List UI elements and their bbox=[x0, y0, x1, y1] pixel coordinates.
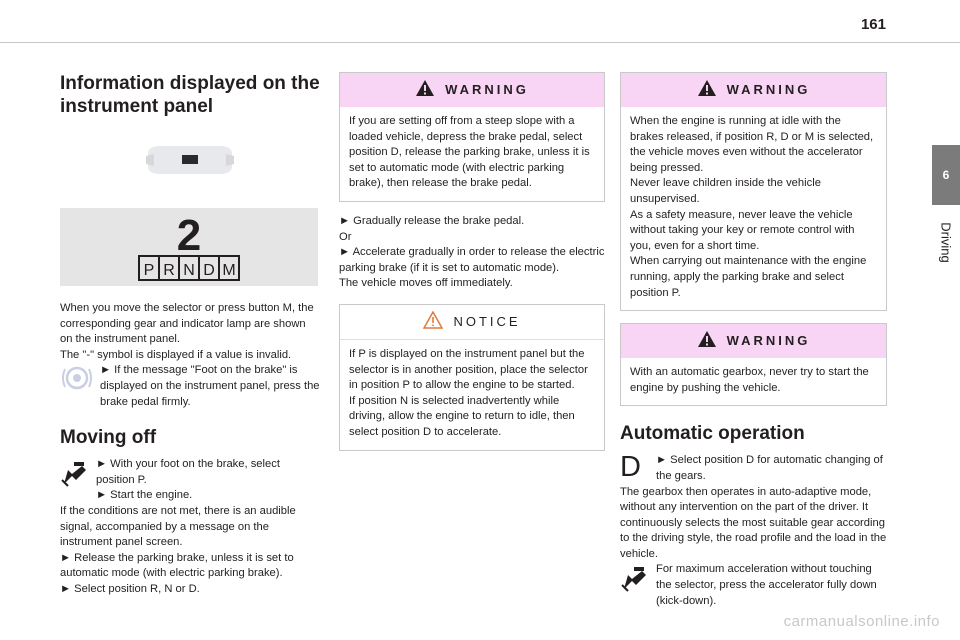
step-release-brake: ► Release the parking brake, unless it is set to automatic mode (with electric parking brake). bbox=[60, 551, 294, 580]
column-3 bbox=[620, 72, 887, 609]
warning-icon bbox=[697, 330, 717, 352]
drive-position-symbol: D bbox=[620, 451, 641, 484]
warning-box-pushing bbox=[620, 323, 887, 406]
gear-position-p: P bbox=[143, 262, 155, 279]
section-heading-instrument: Information displayed on the instrument panel bbox=[60, 73, 320, 117]
gear-position-r: R bbox=[163, 262, 175, 279]
chapter-title-text: Driving bbox=[938, 221, 954, 263]
moves-off-text: The vehicle moves off immediately. bbox=[339, 277, 513, 290]
warning-header bbox=[340, 73, 604, 107]
auto-paragraph: The gearbox then operates in auto-adaptive mode, without any intervention on the part of the driver. It continuously selects the most suitable gear according to the driving style, the road profile and the load in the vehicle. bbox=[620, 485, 887, 560]
chapter-tab[interactable]: 6 bbox=[932, 145, 960, 205]
step-accelerate: ► Accelerate gradually in order to release the electric parking brake (if it is set to automatic mode). bbox=[339, 246, 605, 274]
header-rule bbox=[0, 42, 960, 43]
step-release-pedal: ► Gradually release the brake pedal. bbox=[339, 214, 525, 227]
notice-header bbox=[340, 305, 604, 340]
warning-header bbox=[621, 73, 886, 107]
kickdown-text: For maximum acceleration without touching the selector, press the accelerator fully down (kick-down). bbox=[656, 563, 877, 607]
section-heading-moving-off: Moving off bbox=[60, 427, 157, 449]
step-select-rnd: ► Select position R, N or D. bbox=[60, 582, 200, 595]
warning-text: With an automatic gearbox, never try to start the engine by pushing the vehicle. bbox=[630, 366, 869, 394]
kickdown-row bbox=[620, 562, 887, 609]
warning-label: WARNING bbox=[726, 333, 811, 349]
warning-box-steep-slope bbox=[339, 72, 605, 202]
car-dashboard-icon bbox=[60, 140, 320, 180]
conditions-paragraph: If the conditions are not met, there is an audible signal, accompanied by a message on the instrument panel screen. bbox=[60, 504, 296, 549]
warning-text-4: When carrying out maintenance with the engine running, apply the parking brake and select position P. bbox=[630, 255, 867, 299]
accelerator-foot-icon bbox=[620, 563, 650, 599]
warning-text-1: When the engine is running at idle with the brakes released, if position R, D or M is selected, the vehicle moves even without the accelerator being pressed. bbox=[630, 115, 874, 174]
invalid-symbol-paragraph: The "-" symbol is displayed if a value is invalid. bbox=[60, 348, 292, 361]
gear-digit: 2 bbox=[176, 211, 202, 260]
warning-text-2: Never leave children inside the vehicle unsupervised. bbox=[630, 177, 821, 205]
or-text: Or bbox=[339, 230, 352, 243]
gear-display-figure bbox=[60, 208, 318, 286]
gear-position-m: M bbox=[222, 262, 236, 279]
foot-on-brake-text: ► If the message "Foot on the brake" is displayed on the instrument panel, press the brake pedal firmly. bbox=[100, 364, 320, 408]
chapter-title bbox=[932, 212, 960, 272]
gear-display-graphic bbox=[60, 208, 318, 286]
notice-label: NOTICE bbox=[453, 314, 521, 330]
foot-brake-icon bbox=[60, 458, 90, 494]
foot-brake-row bbox=[60, 363, 320, 410]
auto-step-text: ► Select position D for automatic changing of the gears. bbox=[656, 454, 883, 482]
warning-label: WARNING bbox=[726, 82, 811, 98]
column-2 bbox=[339, 72, 605, 463]
notice-text-1: If P is displayed on the instrument panel but the selector is in another position, place the selector in position P to allow the engine to be started. bbox=[349, 347, 588, 392]
notice-icon bbox=[423, 311, 443, 333]
auto-step-row bbox=[620, 453, 887, 484]
warning-header bbox=[621, 324, 886, 358]
gear-position-n: N bbox=[183, 262, 195, 279]
section-heading-automatic: Automatic operation bbox=[620, 423, 805, 445]
watermark: carmanualsonline.info bbox=[783, 613, 940, 630]
notice-box bbox=[339, 304, 605, 451]
step-select-p: ► With your foot on the brake, select position P. bbox=[96, 458, 280, 486]
warning-text: If you are setting off from a steep slope with a loaded vehicle, depress the brake pedal, select position D, release the parking brake, unless it is set to automatic mode (with electric parking brake), then release the brake pedal. bbox=[349, 115, 590, 190]
brake-warning-icon bbox=[60, 364, 94, 398]
warning-icon bbox=[415, 79, 435, 101]
column-1 bbox=[60, 72, 320, 598]
page-number: 161 bbox=[860, 16, 886, 33]
step1-row bbox=[60, 457, 320, 488]
step-start-engine: ► Start the engine. bbox=[96, 489, 193, 502]
warning-box-idle bbox=[620, 72, 887, 311]
gear-position-d: D bbox=[203, 262, 215, 279]
warning-label: WARNING bbox=[445, 82, 529, 98]
warning-icon bbox=[697, 79, 717, 101]
notice-text-2: If position N is selected inadvertently while driving, allow the engine to return to idle, then select position D to accelerate. bbox=[349, 394, 575, 438]
car-icon bbox=[60, 140, 320, 180]
warning-text-3: As a safety measure, never leave the vehicle without taking your key or remote control with you, even for a short time. bbox=[630, 208, 855, 252]
selector-paragraph: When you move the selector or press button M, the corresponding gear and indicator lamp are shown on the instrument panel. bbox=[60, 302, 314, 346]
